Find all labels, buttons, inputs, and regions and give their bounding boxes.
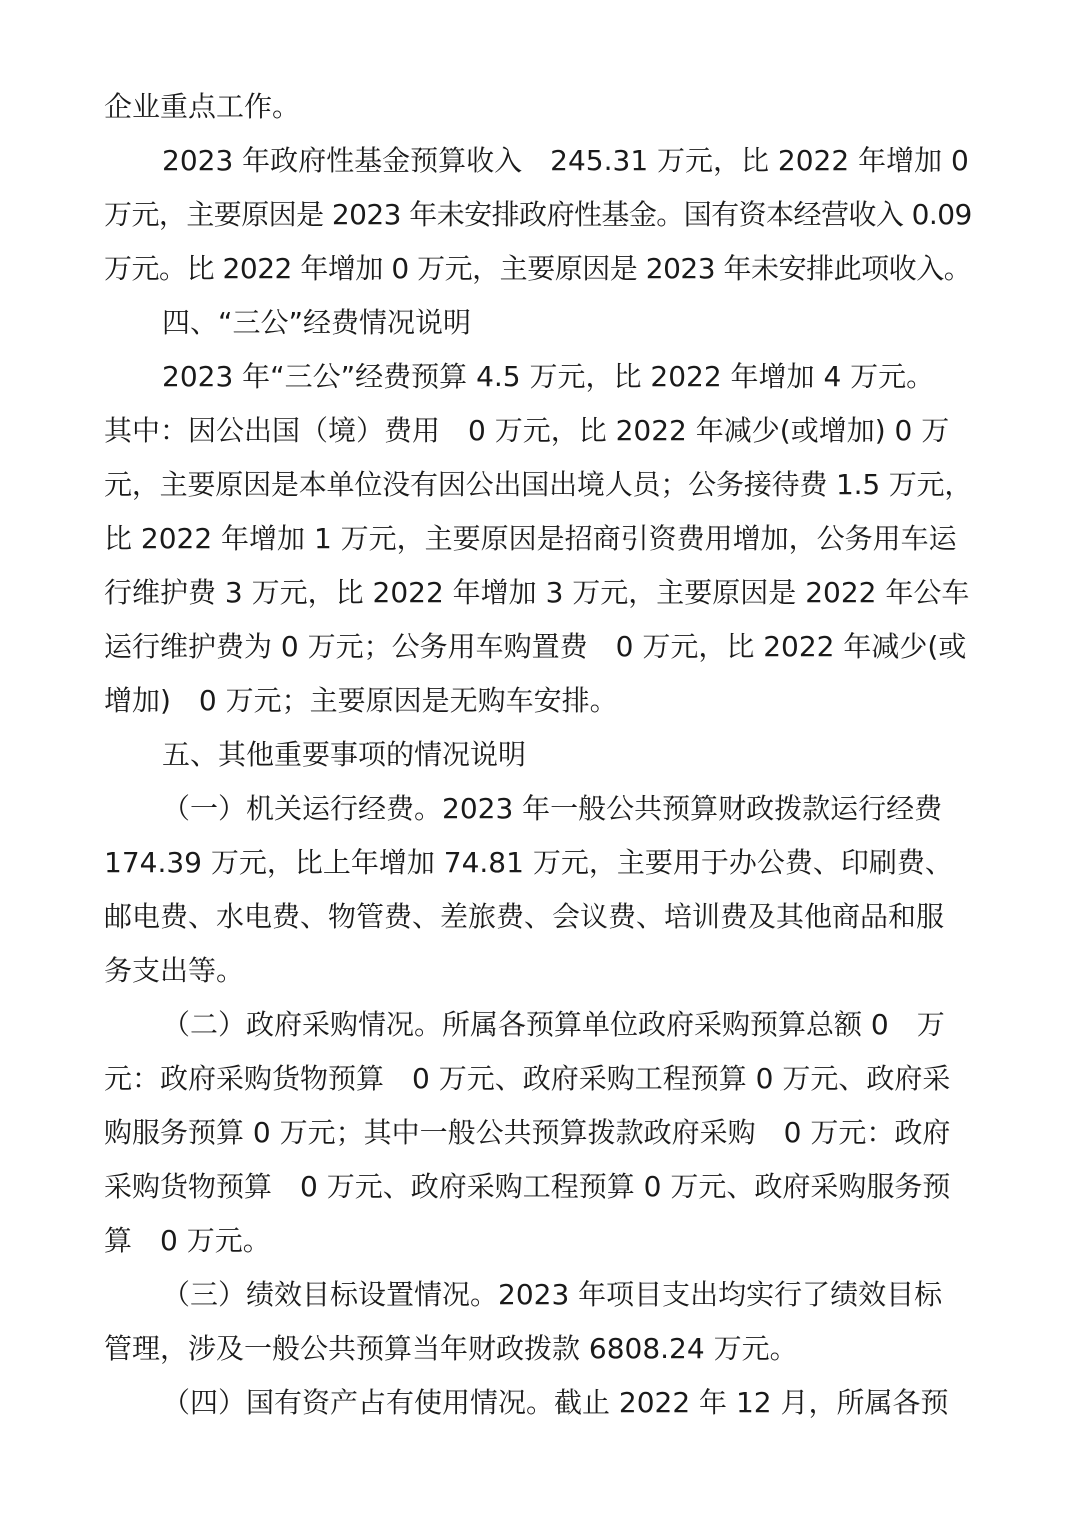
text-line: 元，主要原因是本单位没有因公出国出境人员；公务接待费 1.5 万元， [104, 468, 973, 501]
text-line: （二）政府采购情况。所属各预算单位政府采购预算总额 0 万 [162, 1008, 945, 1041]
text-line: 万元，主要原因是 2023 年未安排政府性基金。国有资本经营收入 0.09 [104, 198, 972, 231]
text-line: 比 2022 年增加 1 万元，主要原因是招商引资费用增加，公务用车运 [104, 522, 957, 555]
text-line: 行维护费 3 万元，比 2022 年增加 3 万元，主要原因是 2022 年公车 [104, 576, 970, 609]
text-line: 元：政府采购货物预算 0 万元、政府采购工程预算 0 万元、政府采 [104, 1062, 951, 1095]
text-line: 2023 年政府性基金预算收入 245.31 万元，比 2022 年增加 0 [162, 144, 969, 177]
text-line: 管理，涉及一般公共预算当年财政拨款 6808.24 万元。 [104, 1332, 798, 1365]
section-heading: 四、“三公”经费情况说明 [162, 306, 472, 339]
text-line: 算 0 万元。 [104, 1224, 271, 1257]
text-line: 增加) 0 万元；主要原因是无购车安排。 [104, 684, 618, 717]
text-line: 174.39 万元，比上年增加 74.81 万元，主要用于办公费、印刷费、 [104, 846, 953, 879]
text-line: 2023 年“三公”经费预算 4.5 万元，比 2022 年增加 4 万元。 [162, 360, 935, 393]
text-line: 其中：因公出国（境）费用 0 万元，比 2022 年减少(或增加) 0 万 [104, 414, 950, 447]
text-line: 邮电费、水电费、物管费、差旅费、会议费、培训费及其他商品和服 [104, 900, 945, 933]
text-line: 购服务预算 0 万元；其中一般公共预算拨款政府采购 0 万元：政府 [104, 1116, 951, 1149]
text-line: 运行维护费为 0 万元；公务用车购置费 0 万元，比 2022 年减少(或 [104, 630, 967, 663]
section-heading: 五、其他重要事项的情况说明 [162, 738, 527, 771]
text-line: （三）绩效目标设置情况。2023 年项目支出均实行了绩效目标 [162, 1278, 943, 1311]
text-line: 务支出等。 [104, 954, 245, 987]
text-line: 企业重点工作。 [104, 90, 301, 123]
text-line: （四）国有资产占有使用情况。截止 2022 年 12 月，所属各预 [162, 1386, 949, 1419]
text-line: 采购货物预算 0 万元、政府采购工程预算 0 万元、政府采购服务预 [104, 1170, 951, 1203]
text-line: 万元。比 2022 年增加 0 万元，主要原因是 2023 年未安排此项收入。 [104, 252, 972, 285]
text-line: （一）机关运行经费。2023 年一般公共预算财政拨款运行经费 [162, 792, 943, 825]
